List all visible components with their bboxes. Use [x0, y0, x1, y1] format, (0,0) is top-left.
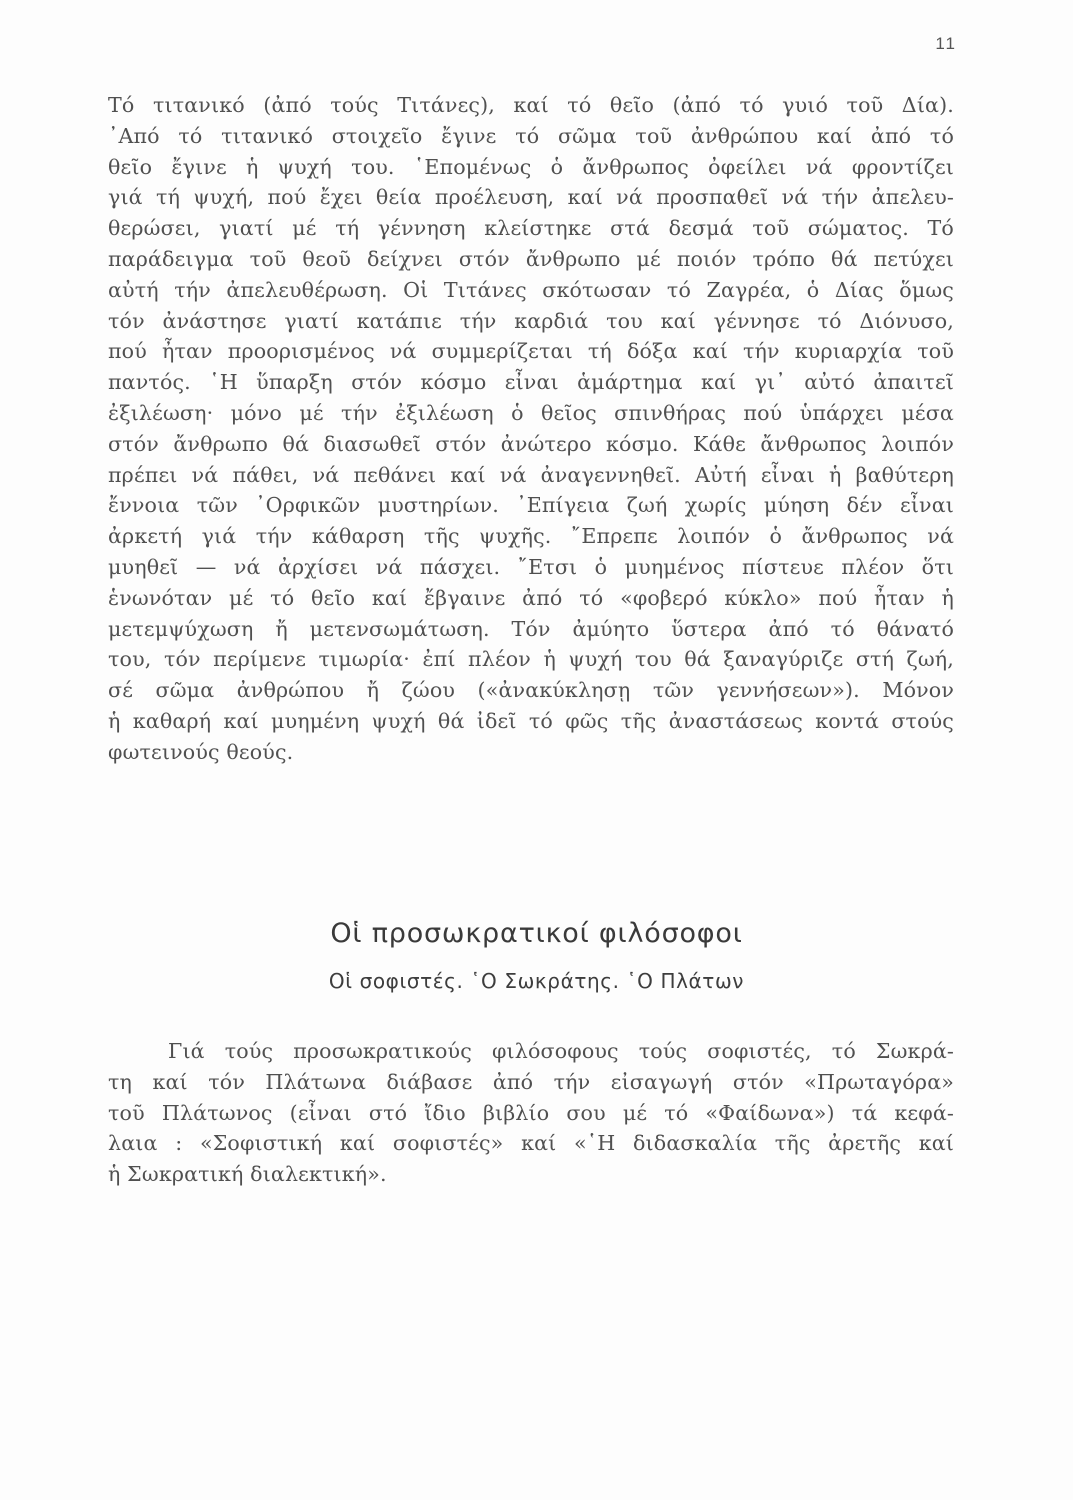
- text-line: λαια : «Σοφιστική καί σοφιστές» καί «῾Η διδασκαλία τῆς ἀρετῆς καί: [108, 1131, 954, 1156]
- text-line: του, τόν περίμενε τιμωρία· ἐπί πλέον ἡ ψυχή του θά ξαναγύριζε στή ζωή,: [108, 647, 954, 672]
- text-line: ἀρκετή γιά τήν κάθαρση τῆς ψυχῆς. ῎Επρεπε λοιπόν ὁ ἄνθρωπος νά: [108, 524, 954, 549]
- page-number: 11: [935, 34, 957, 53]
- text-line: θερώσει, γιατί μέ τή γέννηση κλείστηκε στά δεσμά τοῦ σώματος. Τό: [108, 216, 954, 241]
- text-line: τη καί τόν Πλάτωνα διάβασε ἀπό τήν εἰσαγωγή στόν «Πρωταγόρα»: [108, 1069, 954, 1094]
- text-line: μυηθεῖ — νά ἀρχίσει νά πάσχει. ῎Ετσι ὁ μυημένος πίστευε πλέον ὅτι: [108, 554, 954, 579]
- text-line: αὐτή τήν ἀπελευθέρωση. Οἱ Τιτάνες σκότωσαν τό Ζαγρέα, ὁ Δίας ὅμως: [108, 277, 954, 302]
- section-title: Οἱ προσωκρατικοί φιλόσοφοι: [330, 918, 743, 949]
- text-line: τοῦ Πλάτωνος (εἶναι στό ἴδιο βιβλίο σου μέ τό «Φαίδωνα») τά κεφά-: [108, 1100, 954, 1125]
- text-line: στόν ἄνθρωπο θά διασωθεῖ στόν ἀνώτερο κόσμο. Κάθε ἄνθρωπος λοιπόν: [108, 431, 954, 456]
- text-line: θεῖο ἔγινε ἡ ψυχή του. ῾Επομένως ὁ ἄνθρωπος ὀφείλει νά φροντίζει: [108, 154, 954, 179]
- text-line: ᾿Από τό τιτανικό στοιχεῖο ἔγινε τό σῶμα τοῦ ἀνθρώπου καί ἀπό τό: [108, 123, 954, 148]
- text-line: τόν ἀνάστησε γιατί κατάπιε τήν καρδιά του καί γέννησε τό Διόνυσο,: [108, 308, 954, 333]
- text-line: ἡ Σωκρατική διαλεκτική».: [108, 1162, 387, 1187]
- text-line: γιά τή ψυχή, πού ἔχει θεία προέλευση, καί νά προσπαθεῖ νά τήν ἀπελευ-: [108, 185, 954, 210]
- text-line: Τό τιτανικό (ἀπό τούς Τιτάνες), καί τό θεῖο (ἀπό τό γυιό τοῦ Δία).: [108, 93, 954, 117]
- text-line: ἐξιλέωση· μόνο μέ τήν ἐξιλέωση ὁ θεῖος σπινθήρας πού ὑπάρχει μέσα: [108, 400, 954, 425]
- paragraph-orphic-mysteries: [108, 90, 954, 768]
- section-subtitle: Οἱ σοφιστές. ῾Ο Σωκράτης. ῾Ο Πλάτων: [328, 969, 745, 993]
- text-line: ἔννοια τῶν ᾿Ορφικῶν μυστηρίων. ᾿Επίγεια ζωή χωρίς μύηση δέν εἶναι: [108, 493, 954, 518]
- text-line: παράδειγμα τοῦ θεοῦ δείχνει στόν ἄνθρωπο μέ ποιόν τρόπο θά πετύχει: [108, 246, 954, 271]
- text-line: παντός. ῾Η ὕπαρξη στόν κόσμο εἶναι ἁμάρτημα καί γι᾿ αὐτό ἀπαιτεῖ: [108, 370, 954, 395]
- text-line: μετεμψύχωση ἤ μετενσωμάτωση. Τόν ἀμύητο ὕστερα ἀπό τό θάνατό: [108, 616, 954, 641]
- text-line: φωτεινούς θεούς.: [108, 739, 294, 764]
- text-line: πού ἦταν προορισμένος νά συμμερίζεται τή δόξα καί τήν κυριαρχία τοῦ: [108, 339, 954, 364]
- text-line: σέ σῶμα ἀνθρώπου ἤ ζώου («ἀνακύκλησῃ τῶν γεννήσεων»). Μόνον: [108, 678, 954, 703]
- text-line: ἑνωνόταν μέ τό θεῖο καί ἔβγαινε ἀπό τό «φοβερό κύκλο» πού ἦταν ἡ: [108, 585, 954, 610]
- text-line: πρέπει νά πάθει, νά πεθάνει καί νά ἀναγεννηθεῖ. Αὐτή εἶναι ἡ βαθύτερη: [108, 462, 954, 487]
- text-line: Γιά τούς προσωκρατικούς φιλόσοφους τούς σοφιστές, τό Σωκρά-: [168, 1039, 954, 1063]
- paragraph-reading-note: [108, 1036, 954, 1190]
- text-line: ἡ καθαρή καί μυημένη ψυχή θά ἰδεῖ τό φῶς τῆς ἀναστάσεως κοντά στούς: [108, 708, 954, 733]
